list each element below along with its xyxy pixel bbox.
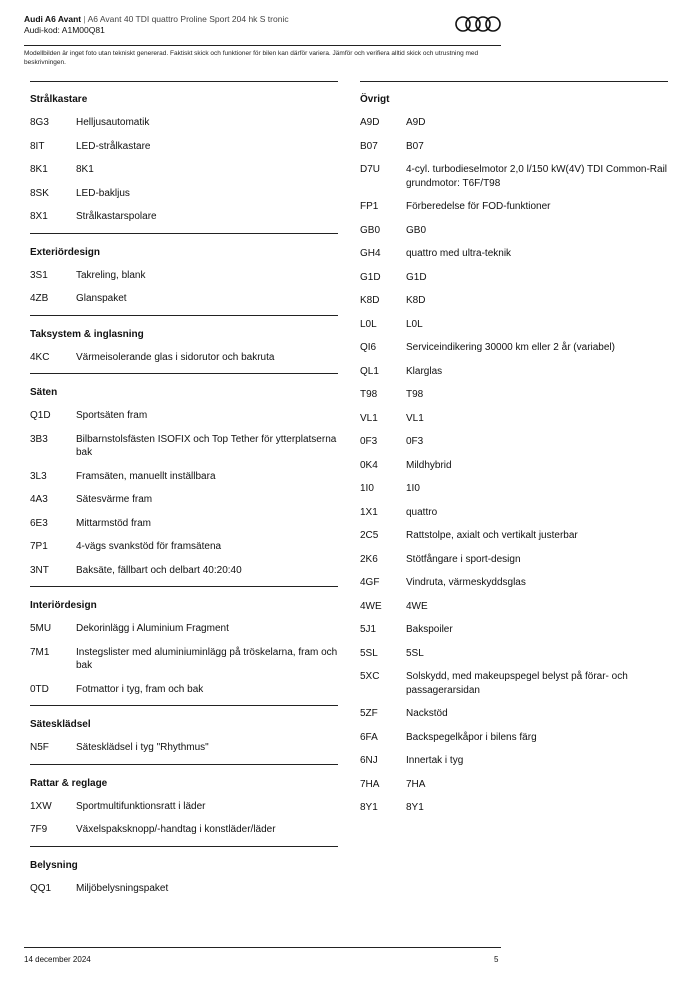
option-description: Vindruta, värmeskyddsglas bbox=[406, 577, 526, 588]
option-code: 8SK bbox=[30, 187, 49, 199]
option-description: LED-strålkastare bbox=[76, 140, 151, 152]
option-description: Mittarmstöd fram bbox=[76, 517, 152, 529]
option-code: 4ZB bbox=[30, 293, 49, 304]
equipment-row bbox=[360, 242, 668, 266]
equipment-row bbox=[30, 559, 338, 583]
option-description: Stötfångare i sport-design bbox=[406, 553, 521, 565]
option-code: VL1 bbox=[360, 412, 378, 424]
equipment-row bbox=[360, 548, 668, 572]
equipment-row bbox=[30, 535, 338, 559]
option-code: 4KC bbox=[30, 351, 50, 363]
option-description: Innertak i tyg bbox=[406, 755, 464, 766]
equipment-row bbox=[360, 313, 668, 337]
option-description: Växelspaksknopp/-handtag i konstläder/läder bbox=[76, 824, 276, 835]
equipment-section bbox=[30, 587, 338, 706]
option-code: T98 bbox=[360, 389, 378, 400]
option-description: Takreling, blank bbox=[76, 269, 146, 281]
option-description: A9D bbox=[406, 117, 426, 128]
equipment-row bbox=[30, 512, 338, 536]
option-code: Q1D bbox=[30, 410, 51, 421]
option-code: 4WE bbox=[360, 600, 382, 612]
equipment-row bbox=[360, 135, 668, 159]
option-code: 4GF bbox=[360, 577, 380, 588]
audi-code: Audi-kod: A1M00Q81 bbox=[24, 25, 105, 35]
equipment-row bbox=[360, 430, 668, 454]
section-title: Sätesklädsel bbox=[30, 719, 91, 730]
option-code: B07 bbox=[360, 140, 378, 152]
brand-model: Audi A6 Avant bbox=[24, 14, 82, 24]
option-description: 1I0 bbox=[406, 483, 420, 494]
option-description: Solskydd, med makeupspegel belyst på förar- och passagerarsidan bbox=[406, 671, 628, 696]
option-description: Värmeisolerande glas i sidorutor och bakruta bbox=[76, 351, 275, 363]
equipment-row bbox=[30, 428, 338, 465]
option-code: 8Y1 bbox=[360, 802, 378, 813]
option-description: Sportmultifunktionsratt i läder bbox=[76, 800, 206, 812]
option-code: L0L bbox=[360, 318, 377, 330]
equipment-row bbox=[30, 488, 338, 512]
option-code: 7F9 bbox=[30, 824, 48, 835]
equipment-row bbox=[360, 454, 668, 478]
equipment-row bbox=[30, 264, 338, 288]
option-description: 0F3 bbox=[406, 436, 424, 447]
variant-name: A6 Avant 40 TDI quattro Proline Sport 204 hk S tronic bbox=[87, 14, 289, 24]
option-description: Miljöbelysningspaket bbox=[76, 882, 169, 894]
option-code: 2K6 bbox=[360, 553, 378, 565]
equipment-section bbox=[30, 374, 338, 587]
option-description: Sportsäten fram bbox=[76, 410, 148, 421]
option-description: Klarglas bbox=[406, 365, 443, 377]
equipment-row bbox=[30, 346, 338, 370]
option-code: 8G3 bbox=[30, 117, 49, 128]
section-title: Belysning bbox=[30, 859, 78, 871]
option-code: 3B3 bbox=[30, 433, 48, 445]
option-description: Dekorinlägg i Aluminium Fragment bbox=[76, 623, 229, 634]
option-code: 6FA bbox=[360, 731, 378, 743]
option-code: 4A3 bbox=[30, 494, 48, 505]
section-title: Säten bbox=[30, 387, 58, 398]
right-column bbox=[360, 81, 668, 820]
option-description: G1D bbox=[406, 271, 427, 283]
option-description: B07 bbox=[406, 140, 424, 152]
option-code: QQ1 bbox=[30, 882, 52, 894]
option-description: Nackstöd bbox=[406, 708, 448, 719]
option-code: 8IT bbox=[30, 140, 45, 152]
equipment-row bbox=[360, 407, 668, 431]
option-description: Bakspoiler bbox=[406, 624, 453, 635]
option-code: 8X1 bbox=[30, 211, 48, 222]
equipment-row bbox=[30, 182, 338, 206]
section-title: Interiördesign bbox=[30, 600, 97, 611]
option-description: 4-vägs svankstöd för framsätena bbox=[76, 541, 222, 552]
option-code: 1X1 bbox=[360, 506, 378, 518]
equipment-row bbox=[360, 219, 668, 243]
option-description: Instegslister med aluminiuminlägg på tröskelarna, fram och bak bbox=[76, 646, 338, 671]
option-description: Helljusautomatik bbox=[76, 117, 150, 128]
section-title: Taksystem & inglasning bbox=[30, 328, 144, 340]
option-code: 7M1 bbox=[30, 646, 50, 658]
option-code: 0F3 bbox=[360, 436, 378, 447]
page-number: 5 bbox=[494, 955, 499, 964]
option-code: FP1 bbox=[360, 201, 379, 212]
option-code: 8K1 bbox=[30, 164, 48, 175]
header-divider bbox=[24, 45, 501, 46]
section-title: Exteriördesign bbox=[30, 246, 101, 258]
equipment-row bbox=[360, 595, 668, 619]
disclaimer-text: Modellbilden är inget foto utan tekniskt genererad. Faktiskt skick och funktioner för bilen kan därför variera. Jämför och verifiera alltid skick och utrustning med beskrivningen. bbox=[24, 50, 479, 66]
option-code: 3S1 bbox=[30, 269, 48, 281]
option-code: 6E3 bbox=[30, 517, 48, 529]
equipment-row bbox=[30, 205, 338, 229]
option-code: A9D bbox=[360, 117, 380, 128]
equipment-row bbox=[360, 360, 668, 384]
option-description: Fotmattor i tyg, fram och bak bbox=[76, 683, 204, 695]
left-column bbox=[30, 81, 338, 900]
option-code: GB0 bbox=[360, 224, 381, 236]
option-code: 5MU bbox=[30, 623, 52, 634]
equipment-row bbox=[360, 477, 668, 501]
equipment-row bbox=[360, 726, 668, 750]
option-description: 8K1 bbox=[76, 164, 94, 175]
header-separator: | bbox=[81, 14, 88, 24]
option-description: Rattstolpe, axialt och vertikalt justerbar bbox=[406, 530, 578, 541]
equipment-row bbox=[30, 818, 338, 842]
option-description: 4WE bbox=[406, 600, 428, 612]
equipment-section bbox=[360, 81, 668, 820]
section-title: Strålkastare bbox=[30, 94, 88, 105]
option-code: 2C5 bbox=[360, 530, 379, 541]
option-description: Sätesvärme fram bbox=[76, 494, 153, 505]
equipment-section bbox=[30, 706, 338, 765]
equipment-section bbox=[30, 765, 338, 847]
equipment-row bbox=[30, 736, 338, 760]
equipment-row bbox=[30, 404, 338, 428]
option-code: 1XW bbox=[30, 800, 52, 812]
equipment-row bbox=[360, 642, 668, 666]
option-description: Serviceindikering 30000 km eller 2 år (variabel) bbox=[406, 342, 615, 353]
option-description: Förberedelse för FOD-funktioner bbox=[406, 201, 551, 212]
option-description: 8Y1 bbox=[406, 802, 424, 813]
document-header bbox=[24, 14, 504, 36]
option-code: QL1 bbox=[360, 365, 379, 377]
option-code: 5SL bbox=[360, 647, 378, 659]
option-description: T98 bbox=[406, 389, 424, 400]
equipment-row bbox=[360, 571, 668, 595]
equipment-row bbox=[360, 336, 668, 360]
option-description: Glanspaket bbox=[76, 293, 127, 304]
option-description: K8D bbox=[406, 295, 426, 306]
equipment-row bbox=[30, 111, 338, 135]
equipment-row bbox=[30, 877, 338, 901]
option-code: N5F bbox=[30, 742, 49, 753]
equipment-row bbox=[360, 111, 668, 135]
equipment-row bbox=[30, 465, 338, 489]
option-description: L0L bbox=[406, 318, 423, 330]
equipment-row bbox=[30, 795, 338, 819]
audi-rings-logo bbox=[454, 15, 502, 33]
footer-date: 14 december 2024 bbox=[24, 955, 91, 964]
footer-divider bbox=[24, 947, 501, 948]
option-description: VL1 bbox=[406, 412, 424, 424]
equipment-section bbox=[30, 81, 338, 234]
option-code: K8D bbox=[360, 295, 380, 306]
option-description: quattro med ultra-teknik bbox=[406, 248, 512, 259]
option-description: Bilbarnstolsfästen ISOFIX och Top Tether för ytterplatserna bak bbox=[76, 433, 337, 458]
option-description: GB0 bbox=[406, 224, 427, 236]
option-description: Sätesklädsel i tyg "Rhythmus" bbox=[76, 742, 209, 753]
option-code: G1D bbox=[360, 271, 381, 283]
equipment-row bbox=[360, 618, 668, 642]
equipment-row bbox=[30, 287, 338, 311]
option-description: 7HA bbox=[406, 778, 426, 790]
section-title: Rattar & reglage bbox=[30, 777, 108, 789]
equipment-section bbox=[30, 234, 338, 316]
equipment-row bbox=[360, 266, 668, 290]
option-code: 0TD bbox=[30, 683, 49, 695]
option-code: 5J1 bbox=[360, 624, 377, 635]
option-description: LED-bakljus bbox=[76, 187, 130, 199]
equipment-section bbox=[30, 316, 338, 375]
option-description: Mildhybrid bbox=[406, 459, 452, 471]
option-description: Framsäten, manuellt inställbara bbox=[76, 470, 216, 482]
option-code: GH4 bbox=[360, 248, 381, 259]
equipment-row bbox=[360, 158, 668, 195]
equipment-row bbox=[360, 383, 668, 407]
equipment-row bbox=[30, 678, 338, 702]
option-description: Backspegelkåpor i bilens färg bbox=[406, 731, 537, 743]
equipment-row bbox=[30, 641, 338, 678]
equipment-row bbox=[360, 796, 668, 820]
option-description: 5SL bbox=[406, 647, 424, 659]
option-code: QI6 bbox=[360, 342, 377, 353]
equipment-section bbox=[30, 847, 338, 901]
option-description: 4-cyl. turbodieselmotor 2,0 l/150 kW(4V) TDI Common-Rail grundmotor: T6F/T98 bbox=[406, 164, 668, 189]
option-code: 7P1 bbox=[30, 541, 48, 552]
option-description: Baksäte, fällbart och delbart 40:20:40 bbox=[76, 564, 242, 576]
equipment-row bbox=[360, 524, 668, 548]
option-description: quattro bbox=[406, 506, 438, 518]
equipment-row bbox=[30, 617, 338, 641]
equipment-row bbox=[30, 158, 338, 182]
section-title: Övrigt bbox=[360, 94, 390, 105]
option-code: 1I0 bbox=[360, 483, 374, 494]
equipment-row bbox=[360, 195, 668, 219]
option-code: 3L3 bbox=[30, 470, 47, 482]
equipment-row bbox=[360, 749, 668, 773]
option-code: 3NT bbox=[30, 564, 49, 576]
equipment-row bbox=[360, 665, 668, 702]
equipment-row bbox=[360, 289, 668, 313]
option-code: 0K4 bbox=[360, 459, 378, 471]
option-code: 5ZF bbox=[360, 708, 378, 719]
option-code: 5XC bbox=[360, 671, 380, 682]
option-code: D7U bbox=[360, 164, 381, 175]
option-description: Strålkastarspolare bbox=[76, 211, 157, 222]
model-line bbox=[24, 14, 504, 25]
option-code: 7HA bbox=[360, 778, 380, 790]
equipment-row bbox=[360, 773, 668, 797]
equipment-row bbox=[360, 501, 668, 525]
option-code: 6NJ bbox=[360, 755, 378, 766]
equipment-row bbox=[30, 135, 338, 159]
equipment-row bbox=[360, 702, 668, 726]
